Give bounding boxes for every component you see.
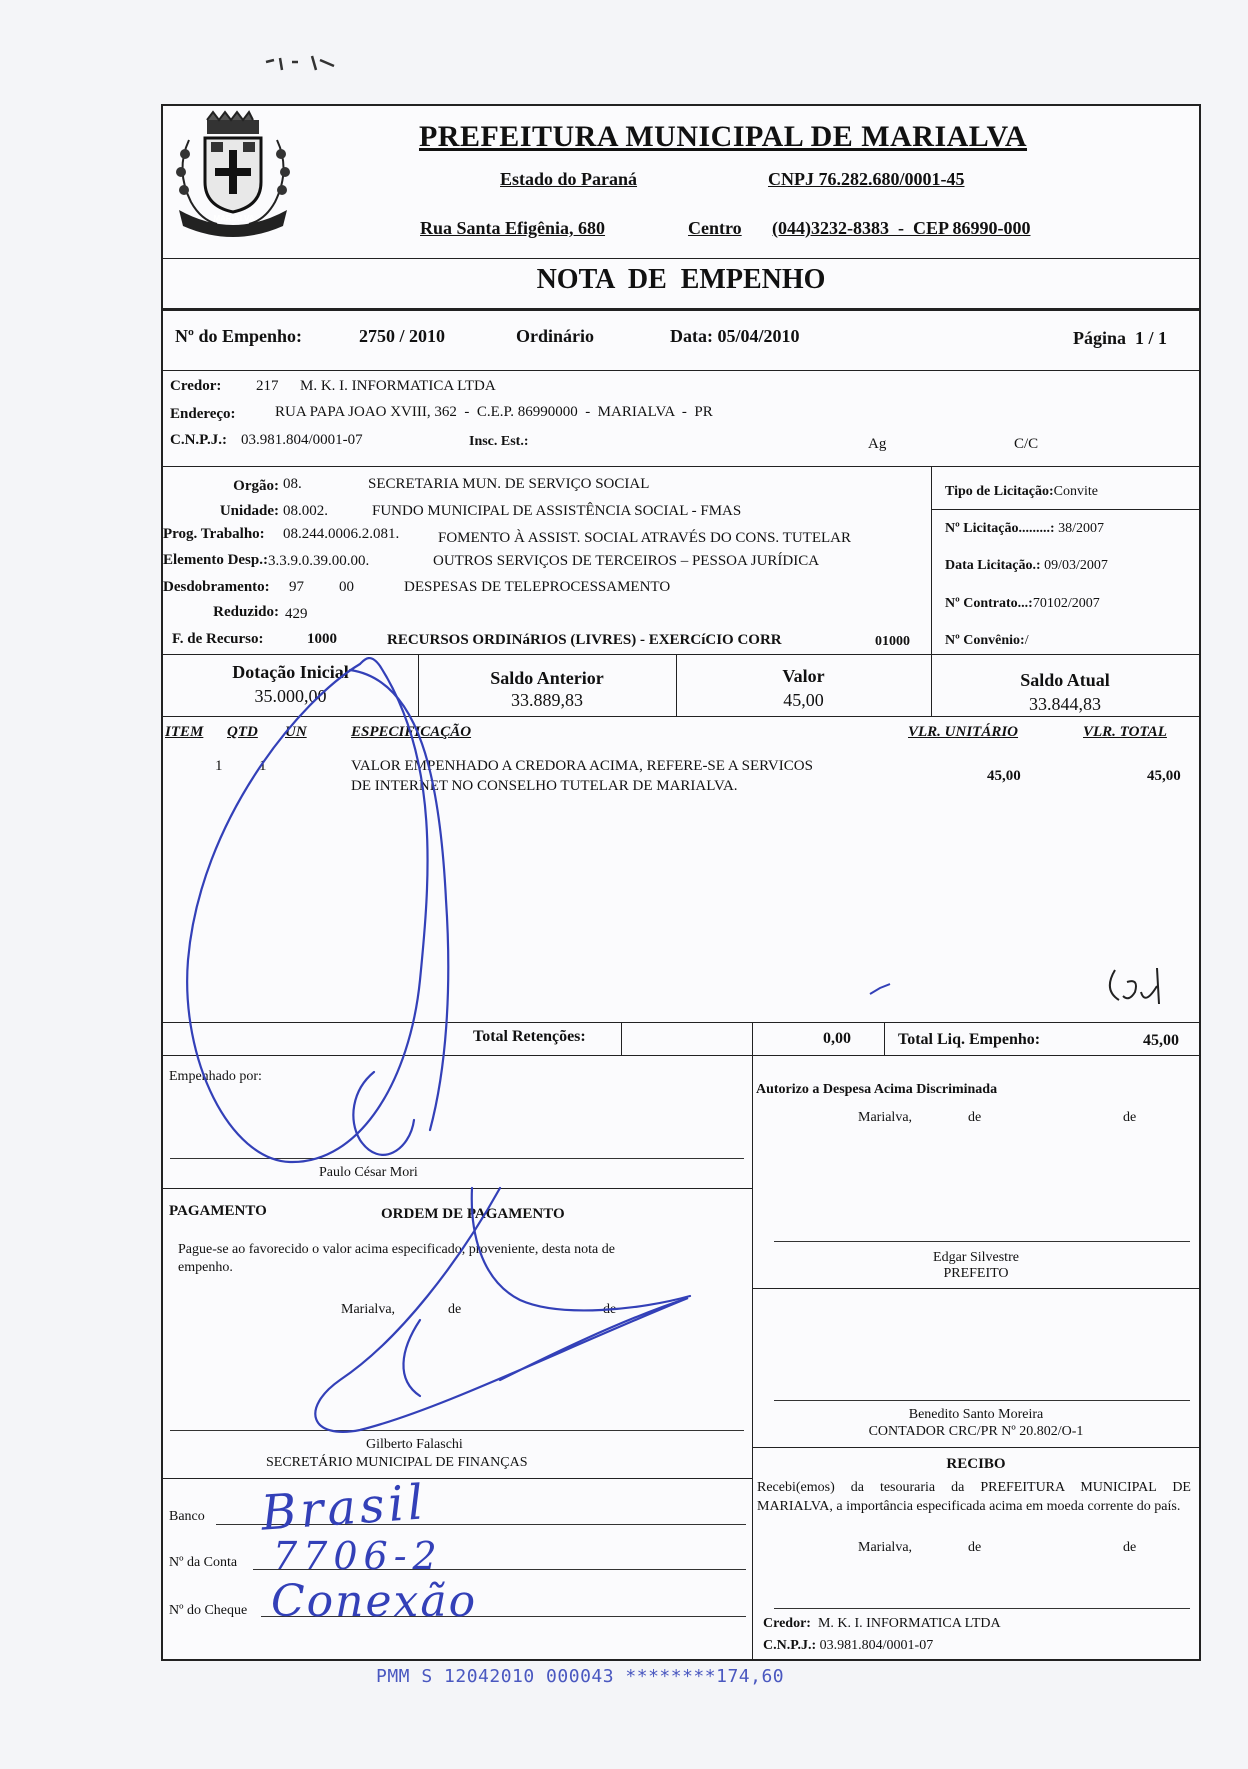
col-valor-total: VLR. TOTAL [1083, 724, 1167, 740]
total-liq-value: 45,00 [1143, 1032, 1179, 1049]
data-licitacao: Data Licitação.: 09/03/2007 [945, 558, 1108, 573]
elemento-code: 3.3.9.0.39.00.00. [268, 553, 370, 569]
numero-contrato: Nº Contrato...:70102/2007 [945, 596, 1100, 611]
contador-role: CONTADOR CRC/PR Nº 20.802/O-1 [868, 1424, 1084, 1439]
empenhado-por-name: Paulo César Mori [319, 1165, 418, 1180]
small-ink-check [866, 980, 896, 1000]
orgao-value: SECRETARIA MUN. DE SERVIÇO SOCIAL [368, 476, 650, 492]
numero-licitacao: Nº Licitação.........: 38/2007 [945, 521, 1104, 536]
header-state: Estado do Paraná [500, 169, 638, 189]
ag-label: Ag [868, 436, 887, 452]
item-qtd: 1 [259, 758, 267, 774]
banco-label: Banco [169, 1509, 205, 1524]
prog-trabalho-value: FOMENTO À ASSIST. SOCIAL ATRAVÉS DO CONS. TUTELAR [438, 530, 851, 546]
header-phone-cep: (044)3232-8383 - CEP 86990-000 [772, 218, 1031, 238]
desdobramento-code: 97 [289, 579, 304, 595]
saldo-anterior-value: 33.889,83 [511, 690, 583, 710]
empenho-date: Data: 05/04/2010 [670, 326, 800, 346]
empenho-type: Ordinário [516, 326, 595, 346]
autorizo-name: Edgar Silvestre [933, 1250, 1019, 1265]
crest-banner-text: MARIALVA [213, 214, 255, 223]
nota-de-empenho-form [161, 104, 1201, 1661]
numero-convenio: Nº Convênio:/ [945, 633, 1029, 648]
col-especificacao: ESPECIFICAÇÃO [351, 724, 472, 740]
page-number: Página 1 / 1 [1073, 328, 1168, 348]
handwritten-conta-value: 7706-2 [273, 1534, 443, 1578]
recibo-de2: de [1123, 1540, 1137, 1555]
recurso-label: F. de Recurso: [172, 631, 264, 647]
top-scan-mark [262, 52, 372, 72]
valor-value: 45,00 [783, 690, 824, 710]
prog-trabalho-code: 08.244.0006.2.081. [283, 526, 400, 542]
saldo-atual-value: 33.844,83 [1029, 694, 1101, 714]
autorizo-role: PREFEITO [943, 1266, 1009, 1281]
credor-code: 217 [256, 378, 279, 394]
unidade-value: FUNDO MUNICIPAL DE ASSISTÊNCIA SOCIAL - FMAS [372, 503, 742, 519]
cc-label: C/C [1014, 436, 1039, 452]
desdobramento-label: Desdobramento: [163, 579, 270, 595]
autorizo-de2: de [1123, 1110, 1137, 1125]
endereco-label: Endereço: [170, 406, 236, 422]
orgao-label: Orgão: [233, 478, 279, 494]
empenho-number-label: Nº do Empenho: [175, 326, 302, 346]
recibo-de1: de [968, 1540, 982, 1555]
total-retencoes-value: 0,00 [823, 1030, 851, 1047]
tipo-licitacao: Tipo de Licitação:Convite [945, 484, 1098, 499]
header-title: PREFEITURA MUNICIPAL DE MARIALVA [418, 120, 1028, 153]
credor-label: Credor: [170, 378, 222, 394]
pagamento-de1: de [448, 1302, 462, 1317]
col-item: ITEM [165, 724, 204, 740]
pagamento-role: SECRETÁRIO MUNICIPAL DE FINANÇAS [266, 1455, 528, 1470]
autorizo-city: Marialva, [858, 1110, 913, 1125]
unidade-label: Unidade: [219, 503, 279, 519]
municipal-crest [171, 110, 295, 238]
item-unit-value: 45,00 [987, 768, 1021, 784]
endereco-value: RUA PAPA JOAO XVIII, 362 - C.E.P. 86990000 - MARIALVA - PR [275, 404, 713, 420]
header-cnpj: CNPJ 76.282.680/0001-45 [768, 169, 965, 189]
recibo-cnpj: C.N.P.J.: 03.981.804/0001-07 [763, 1638, 934, 1653]
handwritten-banco-value: Brasil [259, 1474, 429, 1542]
pagamento-city: Marialva, [341, 1302, 396, 1317]
item-number: 1 [215, 758, 223, 774]
empenhado-por-label: Empenhado por: [169, 1069, 262, 1084]
autorizo-de1: de [968, 1110, 982, 1125]
item-total-value: 45,00 [1147, 768, 1181, 784]
recurso-code2: 01000 [875, 634, 910, 649]
saldo-anterior-label: Saldo Anterior [490, 668, 604, 688]
document-title: NOTA DE EMPENHO [536, 264, 826, 295]
pagamento-name: Gilberto Falaschi [366, 1437, 463, 1452]
handwritten-initials [1101, 962, 1181, 1012]
recibo-text: Recebi(emos) da tesouraria da PREFEITURA MUNICIPAL DE MARIALVA, a importância especificada acima em moeda corrente do país. [757, 1480, 1191, 1514]
valor-label: Valor [782, 666, 825, 686]
dotacao-inicial-value: 35.000,00 [254, 686, 327, 706]
recibo-title: RECIBO [946, 1456, 1006, 1472]
total-retencoes-label: Total Retenções: [473, 1028, 586, 1045]
desdobramento-code2: 00 [339, 579, 354, 595]
pagamento-title: PAGAMENTO [169, 1203, 267, 1219]
col-valor-unitario: VLR. UNITÁRIO [908, 724, 1019, 740]
cheque-label: Nº do Cheque [169, 1603, 248, 1618]
recibo-credor: Credor: M. K. I. INFORMATICA LTDA [763, 1616, 1001, 1631]
unidade-code: 08.002. [283, 503, 328, 519]
autorizo-title: Autorizo a Despesa Acima Discriminada [756, 1082, 998, 1097]
reduzido-value: 429 [285, 606, 308, 622]
recurso-code: 1000 [307, 631, 337, 647]
insc-est-label: Insc. Est.: [469, 434, 529, 449]
reduzido-label: Reduzido: [213, 604, 279, 620]
conta-label: Nº da Conta [169, 1555, 238, 1570]
cnpj-value: 03.981.804/0001-07 [241, 432, 363, 448]
contador-name: Benedito Santo Moreira [908, 1407, 1044, 1422]
total-liq-label: Total Liq. Empenho: [898, 1031, 1041, 1048]
item-spec-line1: VALOR EMPENHADO A CREDORA ACIMA, REFERE-SE A SERVICOS [351, 758, 813, 774]
item-spec-line2: DE INTERNET NO CONSELHO TUTELAR DE MARIALVA. [351, 778, 738, 794]
col-qtd: QTD [227, 724, 258, 740]
header-address: Rua Santa Efigênia, 680 [420, 218, 606, 238]
prog-trabalho-label: Prog. Trabalho: [163, 526, 265, 542]
recibo-city: Marialva, [858, 1540, 913, 1555]
pagamento-text: Pague-se ao favorecido o valor acima especificado, proveniente, desta nota de empenho. [178, 1242, 615, 1275]
recurso-value: RECURSOS ORDINáRIOS (LIVRES) - EXERCíCIO CORR [387, 632, 782, 648]
dotacao-inicial-label: Dotação Inicial [232, 662, 349, 682]
pagamento-de2: de [603, 1302, 617, 1317]
elemento-label: Elemento Desp.: [163, 552, 268, 568]
orgao-code: 08. [283, 476, 302, 492]
desdobramento-value: DESPESAS DE TELEPROCESSAMENTO [404, 579, 671, 595]
empenho-number: 2750 / 2010 [359, 326, 446, 346]
col-un: UN [285, 724, 307, 740]
header-district: Centro [688, 218, 742, 238]
footer-stamp: PMM S 12042010 000043 ********174,60 [376, 1666, 785, 1687]
elemento-value: OUTROS SERVIÇOS DE TERCEIROS – PESSOA JURÍDICA [433, 553, 820, 569]
saldo-atual-label: Saldo Atual [1020, 670, 1110, 690]
ordem-pagamento-title: ORDEM DE PAGAMENTO [381, 1206, 565, 1222]
handwritten-cheque-value: Conexão [271, 1576, 478, 1627]
credor-name: M. K. I. INFORMATICA LTDA [300, 378, 496, 394]
cnpj-label: C.N.P.J.: [170, 432, 227, 448]
